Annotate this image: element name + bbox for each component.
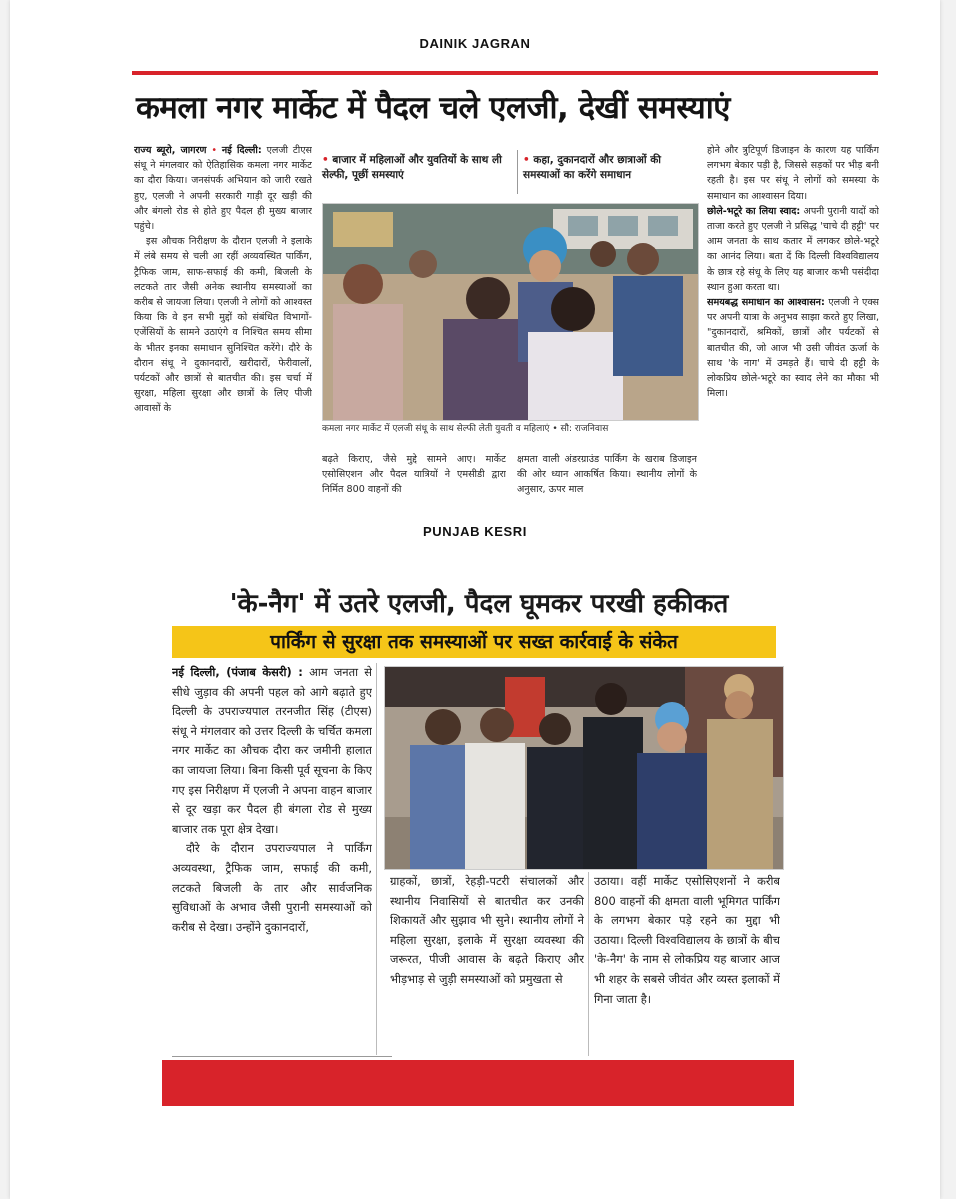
subhead-chole-bhature: छोले-भटूरे का लिया स्वाद:	[707, 205, 801, 217]
punjab-column-2	[390, 872, 584, 1056]
dateline: नई दिल्ली:	[221, 145, 262, 156]
scanned-page	[10, 0, 940, 1199]
byline: राज्य ब्यूरो, जागरण	[134, 145, 207, 156]
paragraph: एलजी ने एक्स पर अपनी यात्रा के अनुभव साझा करते हुए लिखा, "दुकानदारों, श्रमिकों, छात्रों और पर्यटकों से बातचीत की, जो आज भी उसी जीवंत ऊर्जा के साथ 'के नाग' में उमड़ते हैं। चाचे दी हट्टी के लोकप्रिय छोले-भटूरे का स्वाद लेने का मौका भी मिला।	[707, 297, 879, 400]
source-label-dainik-jagran: DAINIK JAGRAN	[419, 36, 531, 51]
highlight-left-text: बाजार में महिलाओं और युवतियों के साथ ली सेल्फी, पूछीं समस्याएं	[322, 154, 502, 181]
paragraph: एलजी टीएस संधू ने मंगलवार को ऐतिहासिक कमला नगर मार्केट का दौरा किया। जनसंपर्क अभियान को जारी रखते हुए, एलजी ने अपनी सरकारी गाड़ी दूर खड़ी की और बंगलो रोड से होते हुए पैदल ही मुख्य बाजार पहुंचे।	[134, 145, 312, 233]
highlight-left: • बाजार में महिलाओं और युवतियों के साथ ली सेल्फी, पूछीं समस्याएं	[322, 154, 502, 181]
highlight-right: • कहा, दुकानदारों और छात्राओं की समस्याओं का करेंगे समाधान	[523, 154, 661, 181]
column-divider	[376, 663, 377, 1055]
subhead-samadhan: समयबद्ध समाधान का आश्वासन:	[707, 297, 825, 309]
crowd-photo-illustration	[323, 204, 698, 420]
market-photo-illustration	[385, 667, 783, 869]
punjab-dateline: नई दिल्ली, (पंजाब केसरी) :	[172, 665, 303, 679]
divider	[517, 150, 518, 194]
top-rule	[132, 71, 878, 75]
paragraph: दौरे के दौरान उपराज्यपाल ने पार्किंग अव्यवस्था, ट्रैफिक जाम, सफाई की कमी, लटकते बिजली के तार और सार्वजनिक सुविधाओं के अभाव जैसी पुरानी समस्याओं को करीब से देखा। उन्होंने दुकानदारों,	[172, 841, 372, 934]
paragraph: होने और त्रुटिपूर्ण डिजाइन के कारण यह पार्किंग लगभग बेकार पड़ी है, जिससे सड़कों पर भीड़ बनी रहती है। इस पर संधू ने लोगों को समस्या के समाधान का आश्वासन दिया।	[707, 145, 879, 202]
dainik-column-2	[322, 452, 506, 512]
paragraph: उठाया। वहीं मार्केट एसोसिएशनों ने करीब 800 वाहनों की क्षमता वाली भूमिगत पार्किंग के लगभग बेकार पड़े रहने का मुद्दा भी उठाया। दिल्ली विश्वविद्यालय के छात्रों के बीच 'के-नैग' के नाम से लोकप्रिय यह बाजार आज भी शहर के सबसे जीवंत और व्यस्त इलाकों में गिना जाता है।	[594, 874, 780, 1006]
punjab-subheadline: पार्किंग से सुरक्षा तक समस्याओं पर सख्त कार्रवाई के संकेत	[172, 626, 776, 658]
selfie-photo	[322, 203, 699, 421]
photo-caption: कमला नगर मार्केट में एलजी संधू के साथ सेल्फी लेती युवती व महिलाएं • सौ: राजनिवास	[322, 424, 609, 434]
lg-interaction-photo	[384, 666, 784, 870]
paragraph: अपनी पुरानी यादों को ताजा करते हुए एलजी ने प्रसिद्ध 'चाचे दी हट्टी' पर आम जनता के साथ कतार में लगकर छोले-भटूरे का आनंद लिया। बता दें कि दिल्ली विश्वविद्यालय के छात्र रहे संधू के लिए यह बाजार कभी पसंदीदा स्थान हुआ करता था।	[707, 205, 879, 293]
paragraph: इस औचक निरीक्षण के दौरान एलजी ने इलाके में लंबे समय से चली आ रहीं अव्यवस्थित पार्किंग, ट्रैफिक जाम, साफ-सफाई की कमी, बिजली के लटकते तार जैसी अनेक स्थानीय समस्याओं का करीब से जायजा लिया। एलजी ने लोगों को आश्वस्त किया कि वे इन सभी मुद्दों को संबंधित विभागों-एजेंसियों के सामने उठाएंगे व निश्चित समय सीमा के भीतर इनका समाधान सुनिश्चित करेंगे। दौरे के दौरान संधू ने दुकानदारों, खरीदारों, फेरीवालों, पर्यटकों और छात्रों से बातचीत की। इस चर्चा में सुरक्षा, महिला सुरक्षा और छात्रों के लिए पीजी आवासों के	[134, 236, 312, 415]
punjab-column-3	[594, 872, 780, 1056]
paragraph: आम जनता से सीधे जुड़ाव की अपनी पहल को आगे बढ़ाते हुए दिल्ली के उपराज्यपाल तरनजीत सिंह (टीएस) संधू ने मंगलवार को उत्तर दिल्ली के चर्चित कमला नगर मार्केट का औचक दौरा कर जमीनी हालात का जायजा लिया। बिना किसी पूर्व सूचना के किए गए इस निरीक्षण में एलजी ने अपना वाहन बाजार से दूर खड़ा कर पैदल ही बंगला रोड से मुख्य बाजार तक पूरा क्षेत्र देखा।	[172, 665, 372, 836]
bottom-red-band	[162, 1060, 794, 1106]
dainik-column-3	[517, 452, 697, 512]
dainik-column-1: राज्य ब्यूरो, जागरण • नई दिल्ली: एलजी टीएस संधू ने मंगलवार को ऐतिहासिक कमला नगर मार्केट का दौरा किया। जनसंपर्क अभियान को जारी रखते हुए, एलजी ने अपनी सरकारी गाड़ी दूर खड़ी की और बंगलो रोड से होते हुए पैदल ही मुख्य बाजार पहुंचे। इस औचक निरीक्षण के दौरान एलजी ने इलाके में लंबे समय से चली आ रहीं अव्यवस्थित पार्किंग, ट्रैफिक जाम, साफ-सफाई की कमी, बिजली के लटकते तार जैसी अनेक स्थानीय समस्याओं का करीब से जायजा लिया। एलजी ने लोगों को आश्वस्त किया कि वे इन सभी मुद्दों को संबंधित विभागों-एजेंसियों के सामने उठाएंगे व निश्चित समय सीमा के भीतर इनका समाधान सुनिश्चित करेंगे। दौरे के दौरान संधू ने दुकानदारों, खरीदारों, फेरीवालों, पर्यटकों और छात्रों से बातचीत की। इस चर्चा में सुरक्षा, महिला सुरक्षा और छात्रों के लिए पीजी आवासों के	[134, 143, 312, 513]
source-label-punjab-kesri: PUNJAB KESRI	[423, 524, 527, 539]
punjab-headline: 'के-नैग' में उतरे एलजी, पैदल घूमकर परखी हकीकत	[229, 589, 729, 619]
paragraph: क्षमता वाली अंडरग्राउंड पार्किंग के खराब डिजाइन की ओर ध्यान आकर्षित किया। स्थानीय लोगों के अनुसार, ऊपर माल	[517, 454, 697, 496]
dainik-column-4	[707, 143, 879, 513]
column-divider	[588, 872, 589, 1056]
highlight-right-text: कहा, दुकानदारों और छात्राओं की समस्याओं का करेंगे समाधान	[523, 154, 661, 181]
paragraph: बढ़ते किराए, जैसे मुद्दे सामने आए। मार्केट एसोसिएशन और पैदल यात्रियों ने एमसीडी द्वारा निर्मित 800 वाहनों की	[322, 454, 506, 496]
footer-rule	[172, 1056, 392, 1057]
dainik-headline: कमला नगर मार्केट में पैदल चले एलजी, देखीं समस्याएं	[136, 90, 730, 126]
punjab-column-1	[172, 663, 372, 1055]
paragraph: ग्राहकों, छात्रों, रेहड़ी-पटरी संचालकों और स्थानीय निवासियों से बातचीत कर उनकी शिकायतें और सुझाव भी सुने। स्थानीय लोगों ने महिला सुरक्षा, इलाके में सुरक्षा व्यवस्था की जरूरत, पीजी आवास के बढ़ते किराए और भीड़भाड़ से जुड़ी समस्याओं को प्रमुखता से	[390, 874, 584, 986]
